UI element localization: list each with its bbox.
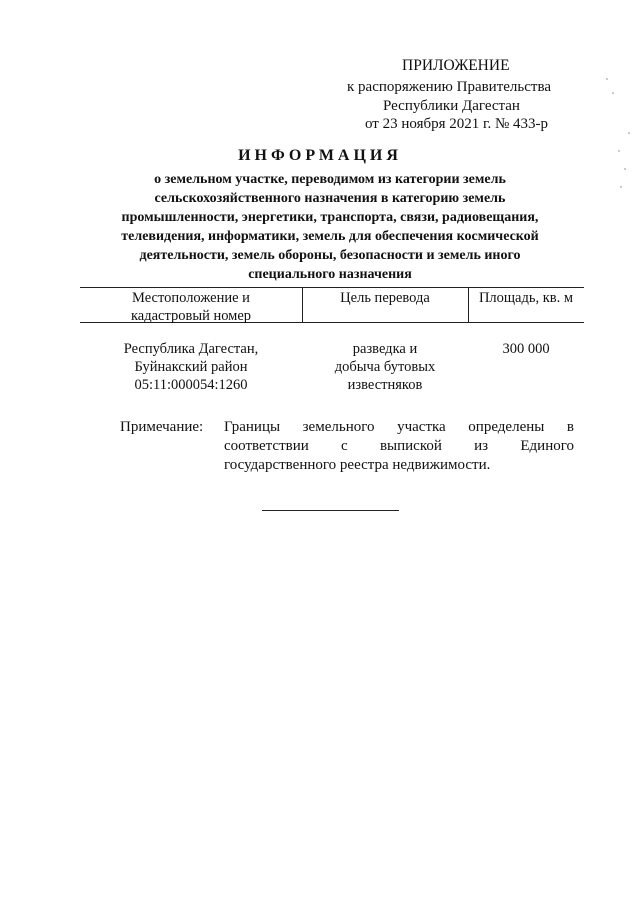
- appendix-title: ПРИЛОЖЕНИЕ: [402, 57, 510, 74]
- subtitle-line: специального назначения: [248, 267, 412, 282]
- appendix-date-number: от 23 ноября 2021 г. № 433-р: [365, 116, 549, 132]
- cell-line: разведка и: [352, 341, 418, 357]
- column-header-location: [80, 289, 302, 325]
- signature-line: [262, 510, 399, 511]
- cell-line: добыча бутовых: [334, 359, 436, 375]
- header-line: кадастровый номер: [130, 308, 252, 324]
- table-top-border: [80, 287, 584, 288]
- scan-speck: [624, 168, 626, 170]
- cell-line: известняков: [347, 377, 423, 393]
- subtitle-line: о земельном участке, переводимом из категории земель: [154, 172, 506, 187]
- column-header-purpose: [302, 289, 468, 307]
- scan-speck: [606, 78, 608, 80]
- column-header-area: [468, 289, 584, 307]
- note-label: Примечание:: [120, 419, 204, 435]
- scan-speck: [628, 132, 630, 134]
- cell-line: Республика Дагестан,: [123, 341, 259, 357]
- scan-speck: [618, 150, 620, 152]
- scan-speck: [612, 92, 614, 94]
- document-subtitle: [90, 170, 570, 284]
- header-line: Площадь, кв. м: [478, 290, 574, 306]
- cell-location: [80, 340, 302, 394]
- subtitle-line: сельскохозяйственного назначения в категорию земель: [154, 191, 506, 206]
- subtitle-line: промышленности, энергетики, транспорта, связи, радиовещания,: [121, 210, 539, 225]
- header-line: Местоположение и: [132, 290, 250, 306]
- cell-purpose: [302, 340, 468, 394]
- note-line: Границы земельного участка определены в: [224, 419, 574, 435]
- cell-area: [468, 340, 584, 358]
- document-title: ИНФОРМАЦИЯ: [238, 147, 402, 164]
- subtitle-line: телевидения, информатики, земель для обеспечения космической: [121, 229, 539, 244]
- appendix-line: Республики Дагестан: [383, 98, 520, 114]
- appendix-line: к распоряжению Правительства: [347, 79, 552, 95]
- cadastral-number: 05:11:000054:1260: [134, 377, 248, 393]
- scan-speck: [620, 186, 622, 188]
- cell-line: Буйнакский район: [134, 359, 248, 375]
- header-line: Цель перевода: [340, 290, 430, 306]
- subtitle-line: деятельности, земель обороны, безопасности и земель иного: [139, 248, 521, 263]
- note-text: [224, 418, 574, 475]
- note-line: государственного реестра недвижимости.: [224, 457, 491, 473]
- cell-line: 300 000: [502, 341, 550, 357]
- note-line: соответствии с выпиской из Единого: [224, 438, 574, 454]
